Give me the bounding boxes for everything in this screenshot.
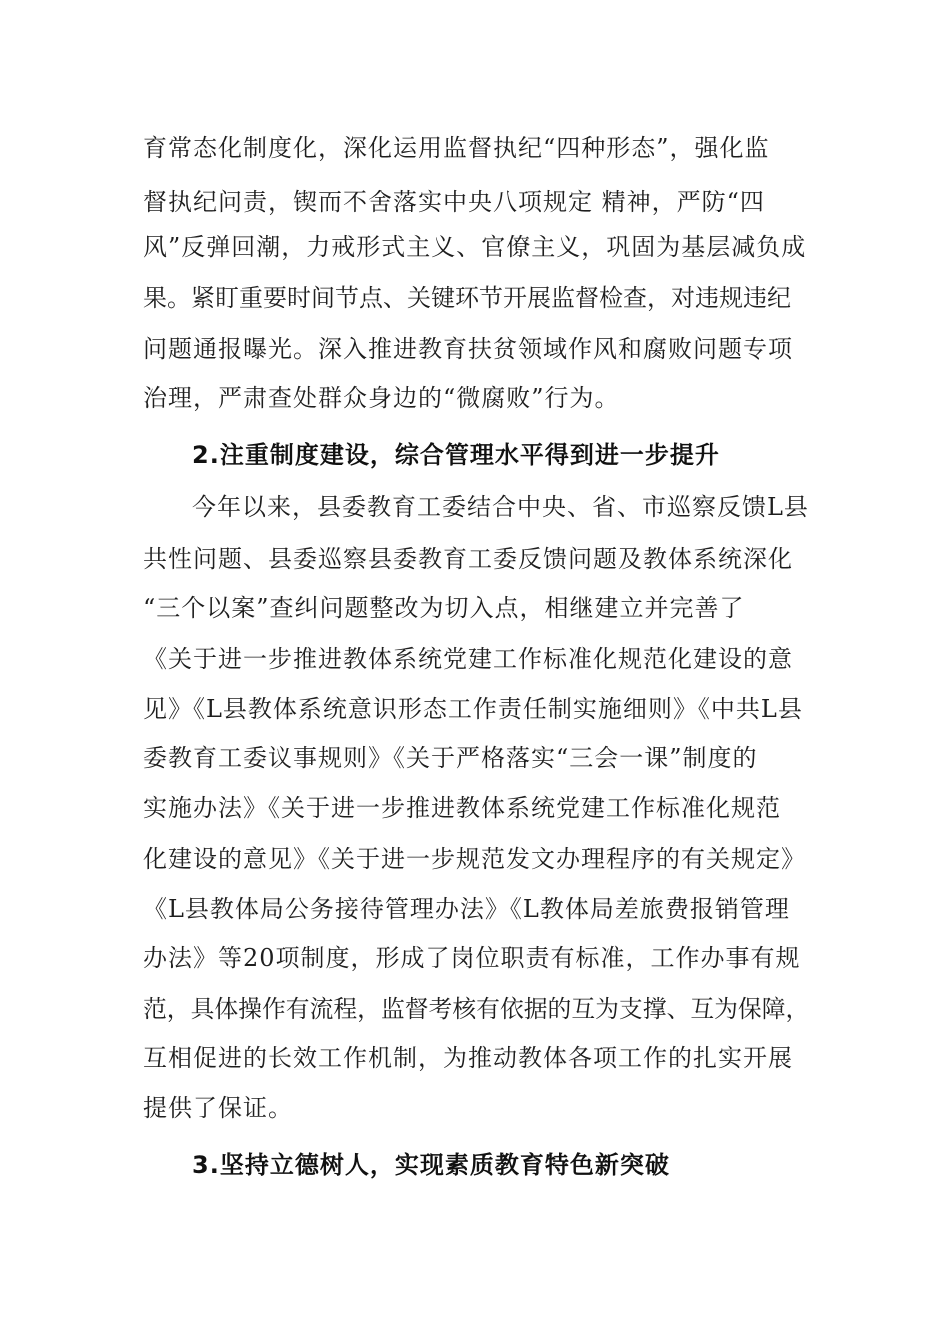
paragraph-line: 《关于进一步推进教体系统党建工作标准化规范化建设的意 xyxy=(143,645,793,673)
paragraph-line: 共性问题、县委巡察县委教育工委反馈问题及教体系统深化 xyxy=(143,545,793,573)
paragraph-line: “三个以案”查纠问题整改为切入点，相继建立并完善了 xyxy=(143,594,745,622)
paragraph-line: 范，具体操作有流程，监督考核有依据的互为支撑、互为保障， xyxy=(143,995,810,1023)
paragraph-line: 问题通报曝光。深入推进教育扶贫领域作风和腐败问题专项 xyxy=(143,335,793,363)
paragraph-line: 见》《L县教体系统意识形态工作责任制实施细则》《中共L县 xyxy=(143,695,803,723)
paragraph-line: 育常态化制度化，深化运用监督执纪“四种形态”，强化监 xyxy=(143,134,770,162)
paragraph-line: 今年以来，县委教育工委结合中央、省、市巡察反馈L县 xyxy=(192,493,809,521)
paragraph-line: 委教育工委议事规则》《关于严格落实“三会一课”制度的 xyxy=(143,744,758,772)
paragraph-line: 实施办法》《关于进一步推进教体系统党建工作标准化规范 xyxy=(143,794,781,822)
section-heading: 3.坚持立德树人，实现素质教育特色新突破 xyxy=(192,1151,670,1179)
paragraph-line: 办法》等20项制度，形成了岗位职责有标准，工作办事有规 xyxy=(143,944,801,972)
paragraph-line: 互相促进的长效工作机制，为推动教体各项工作的扎实开展 xyxy=(143,1044,793,1072)
paragraph-line: 督执纪问责，锲而不舍落实中央八项规定 精神，严防“四 xyxy=(143,188,765,216)
paragraph-line: 提供了保证。 xyxy=(143,1094,293,1122)
paragraph-line: 《L县教体局公务接待管理办法》《L教体局差旅费报销管理 xyxy=(143,895,790,923)
paragraph-line: 治理，严肃查处群众身边的“微腐败”行为。 xyxy=(143,384,620,412)
paragraph-line: 果。紧盯重要时间节点、关键环节开展监督检查，对违规违纪 xyxy=(143,284,791,312)
section-heading: 2.注重制度建设，综合管理水平得到进一步提升 xyxy=(192,441,720,469)
paragraph-line: 风”反弹回潮，力戒形式主义、官僚主义，巩固为基层减负成 xyxy=(143,233,807,261)
paragraph-line: 化建设的意见》《关于进一步规范发文办理程序的有关规定》 xyxy=(143,845,806,873)
